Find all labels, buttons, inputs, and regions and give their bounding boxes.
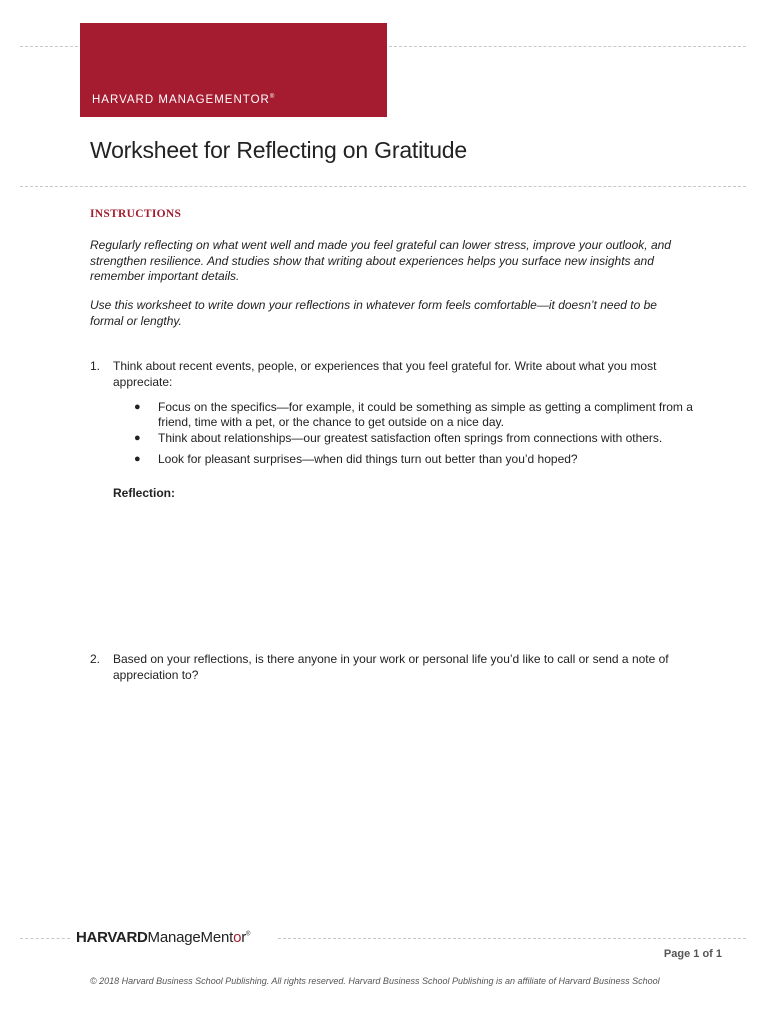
footer-logo: HARVARDManageMentor® <box>76 929 251 946</box>
copyright-notice: © 2018 Harvard Business School Publishing. All rights reserved. Harvard Business School Publishing is an affiliate of Harvard Business School <box>90 976 660 986</box>
question-1-number: 1. <box>90 359 101 373</box>
instructions-paragraph-1: Regularly reflecting on what went well and made you feel grateful can lower stress, improve your outlook, and strengthen resilience. And studies show that writing about experiences helps you surface new insights and remember important details. <box>90 238 671 283</box>
question-2-text: Based on your reflections, is there anyone in your work or personal life you’d like to call or send a note of appreciation to? <box>113 652 669 682</box>
page-title: Worksheet for Reflecting on Gratitude <box>90 137 467 163</box>
question-2-number: 2. <box>90 652 101 666</box>
bullet-icon: ● <box>134 453 141 465</box>
bullet-text: Think about relationships—our greatest satisfaction often springs from connections with others. <box>158 431 663 445</box>
bullet-icon: ● <box>134 432 141 444</box>
bullet-icon: ● <box>134 401 141 413</box>
reflection-label: Reflection: <box>113 486 176 500</box>
instructions-paragraph-2: Use this worksheet to write down your reflections in whatever form feels comfortable—it doesn’t need to be formal or lengthy. <box>90 298 657 328</box>
instructions-heading: INSTRUCTIONS <box>90 208 182 220</box>
bullet-text: Focus on the specifics—for example, it could be something as simple as getting a compliment from a friend, time with a pet, or the chance to get outside on a nice day. <box>158 400 693 429</box>
question-1-text: Think about recent events, people, or experiences that you feel grateful for. Write about what you most appreciate: <box>113 359 657 389</box>
page-number: Page 1 of 1 <box>663 948 722 960</box>
title-divider <box>20 186 746 187</box>
footer-divider-right <box>278 938 746 939</box>
brand-banner-text: HARVARD MANAGEMENTOR® <box>92 94 275 106</box>
bullet-text: Look for pleasant surprises—when did things turn out better than you’d hoped? <box>158 452 578 466</box>
footer-divider <box>20 938 70 939</box>
brand-banner <box>80 23 387 117</box>
